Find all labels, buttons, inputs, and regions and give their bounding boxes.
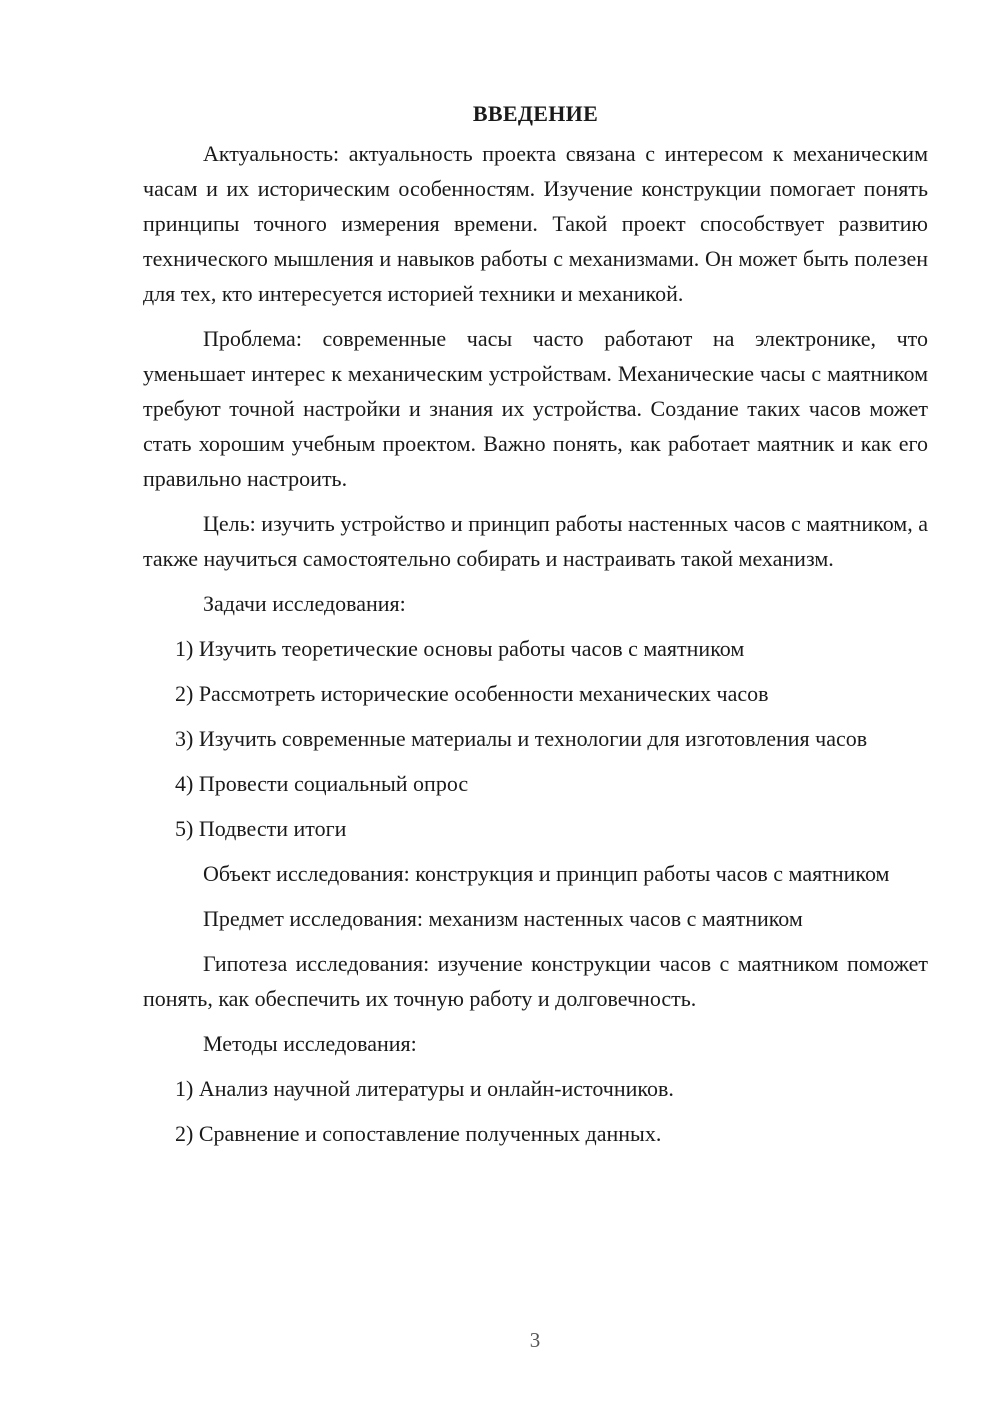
document-page bbox=[143, 96, 928, 1161]
goal-paragraph: Цель: изучить устройство и принцип работы настенных часов с маятником, а также научиться самостоятельно собирать и настраивать такой механизм. bbox=[143, 511, 928, 571]
task-item: 4) Провести социальный опрос bbox=[175, 771, 469, 796]
task-item: 2) Рассмотреть исторические особенности механических часов bbox=[175, 681, 769, 706]
object-paragraph: Объект исследования: конструкция и принцип работы часов с маятником bbox=[203, 861, 890, 886]
page-number: 3 bbox=[529, 1328, 541, 1352]
methods-heading: Методы исследования: bbox=[203, 1031, 417, 1056]
method-item: 1) Анализ научной литературы и онлайн-источников. bbox=[175, 1076, 674, 1101]
page-title: ВВЕДЕНИЕ bbox=[472, 101, 599, 126]
task-item: 5) Подвести итоги bbox=[175, 816, 347, 841]
problem-paragraph: Проблема: современные часы часто работают на электронике, что уменьшает интерес к механическим устройствам. Механические часы с маятником требуют точной настройки и знания их устройства. Создание таких часов может стать хорошим учебным проектом. Важно понять, как работает маятник и как его правильно настроить. bbox=[143, 326, 928, 491]
task-item: 3) Изучить современные материалы и технологии для изготовления часов bbox=[175, 726, 868, 751]
method-item: 2) Сравнение и сопоставление полученных данных. bbox=[175, 1121, 662, 1146]
subject-paragraph: Предмет исследования: механизм настенных часов с маятником bbox=[203, 906, 803, 931]
hypothesis-paragraph: Гипотеза исследования: изучение конструкции часов с маятником поможет понять, как обеспечить их точную работу и долговечность. bbox=[143, 951, 928, 1011]
relevance-paragraph: Актуальность: актуальность проекта связана с интересом к механическим часам и их историческим особенностям. Изучение конструкции помогает понять принципы точного измерения времени. Такой проект способствует развитию технического мышления и навыков работы с механизмами. Он может быть полезен для тех, кто интересуется историей техники и механикой. bbox=[143, 141, 928, 306]
task-item: 1) Изучить теоретические основы работы часов с маятником bbox=[175, 636, 745, 661]
tasks-heading: Задачи исследования: bbox=[203, 591, 406, 616]
